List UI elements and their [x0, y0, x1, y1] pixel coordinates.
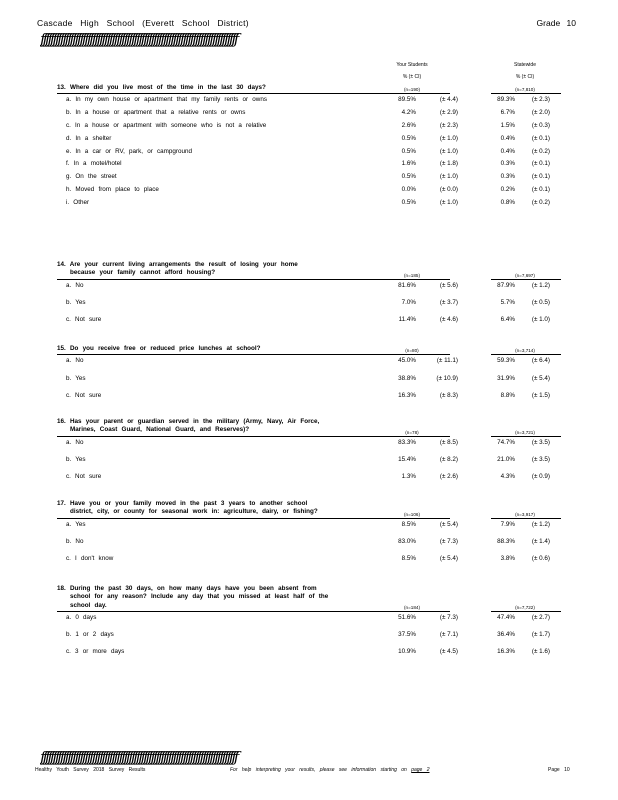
answer-label: a. In my own house or apartment that my family rents or owns: [66, 96, 267, 104]
sample-size-statewide: (n=3,721): [515, 429, 535, 435]
your-students-percent: 11.4%: [398, 316, 416, 323]
your-students-ci: (± 1.0): [439, 134, 458, 142]
answer-label: h. Moved from place to place: [66, 185, 159, 193]
question-underline: [57, 354, 385, 355]
your-students-ci: (± 11.1): [436, 357, 458, 365]
question-text-line: 15. Do you receive free or reduced price lunches at school?: [57, 345, 261, 352]
question-underline: [57, 93, 385, 94]
answer-label: c. Not sure: [66, 316, 102, 323]
answer-row: [0, 555, 618, 567]
answer-label: e. In a car or RV, park, or campground: [66, 147, 192, 155]
statewide-ci: (± 2.7): [531, 613, 550, 621]
statewide-ci: (± 1.2): [531, 281, 550, 289]
answer-row: [0, 199, 618, 211]
question-text-line: 14. Are your current living arrangements the result of losing your home: [57, 261, 298, 268]
answer-row: [0, 375, 618, 387]
statewide-ci: (± 2.0): [531, 109, 550, 117]
answer-label: b. Yes: [66, 298, 86, 306]
statewide-percent: 6.7%: [500, 109, 515, 117]
column-underline: [491, 279, 561, 280]
statewide-ci: (± 1.7): [531, 631, 550, 639]
column-underline: [378, 611, 450, 612]
answer-label: c. I don't know: [66, 555, 114, 562]
statewide-ci: (± 0.1): [531, 134, 550, 142]
question-underline: [57, 436, 385, 437]
answer-row: [0, 282, 618, 294]
statewide-ci: (± 1.6): [531, 648, 550, 656]
question-text: [57, 345, 260, 353]
statewide-ci: (± 0.1): [531, 185, 550, 193]
answer-label: a. No: [66, 357, 84, 365]
answer-label: g. On the street: [66, 173, 117, 181]
answer-label: b. In a house or apartment that a relative rents or owns: [66, 109, 246, 117]
statewide-ci: (± 0.2): [531, 198, 550, 206]
your-students-ci: (± 1.0): [439, 198, 458, 206]
question-text: [57, 500, 318, 517]
sample-size-statewide: (n=7,810): [515, 87, 535, 93]
sample-size-your-students: (n=80): [405, 348, 419, 354]
answer-row: [0, 148, 618, 160]
your-students-ci: (± 1.8): [439, 160, 458, 168]
answer-row: [0, 96, 618, 108]
answer-label: a. Yes: [66, 520, 86, 528]
your-students-percent: 8.5%: [401, 555, 416, 562]
statewide-percent: 0.3%: [500, 173, 515, 181]
statewide-ci: (± 2.3): [531, 96, 550, 104]
statewide-percent: 31.9%: [497, 374, 515, 382]
statewide-ci: (± 0.9): [531, 473, 550, 480]
your-students-ci: (± 1.0): [439, 173, 458, 181]
statewide-ci: (± 3.5): [531, 455, 550, 463]
your-students-percent: 15.4%: [398, 455, 416, 463]
question-underline: [57, 611, 385, 612]
your-students-ci: (± 1.0): [439, 147, 458, 155]
answer-row: [0, 473, 618, 485]
statewide-percent: 0.4%: [500, 147, 515, 155]
statewide-percent: 87.9%: [497, 281, 515, 289]
statewide-percent: 89.3%: [497, 96, 515, 104]
your-students-ci: (± 7.1): [439, 631, 458, 639]
question-text-line: because your family cannot afford housing?: [70, 269, 216, 277]
statewide-ci: (± 0.6): [531, 555, 550, 562]
answer-row: [0, 538, 618, 550]
statewide-ci: (± 1.2): [531, 520, 550, 528]
question-text: [57, 585, 328, 610]
statewide-percent: 36.4%: [497, 631, 515, 639]
statewide-percent: 21.0%: [497, 455, 515, 463]
answer-row: [0, 456, 618, 468]
sample-size-your-students: (n=190): [404, 87, 420, 93]
sample-size-your-students: (n=106): [404, 511, 420, 517]
your-students-percent: 4.2%: [401, 109, 416, 117]
statewide-percent: 0.2%: [500, 185, 515, 193]
statewide-ci: (± 6.4): [531, 357, 550, 365]
your-students-ci: (± 5.6): [439, 281, 458, 289]
statewide-percent: 8.8%: [500, 391, 515, 399]
column-underline: [491, 611, 561, 612]
your-students-percent: 83.3%: [398, 438, 416, 446]
statewide-percent: 59.3%: [497, 357, 515, 365]
column-underline: [491, 354, 561, 355]
your-students-percent: 1.3%: [401, 473, 416, 480]
sample-size-statewide: (n=7,697): [515, 272, 535, 278]
column-header-statewide: [495, 62, 555, 80]
statewide-percent: 5.7%: [500, 298, 515, 306]
footer-help-label: For help interpreting your results, please see information starting on: [230, 767, 407, 773]
sample-size-your-students: (n=185): [404, 272, 420, 278]
answer-row: [0, 631, 618, 643]
sample-size-statewide: (n=3,714): [515, 348, 535, 354]
statewide-ci: (± 0.1): [531, 160, 550, 168]
your-students-ci: (± 8.5): [439, 438, 458, 446]
your-students-percent: 0.5%: [401, 134, 416, 142]
sample-size-statewide: (n=3,917): [515, 511, 535, 517]
column-title: Your Students: [396, 62, 428, 68]
your-students-percent: 10.9%: [398, 648, 416, 656]
answer-row: [0, 316, 618, 328]
column-subtitle: % (± CI): [402, 74, 422, 80]
your-students-percent: 45.0%: [398, 357, 416, 365]
question-text: [57, 84, 266, 92]
answer-label: c. Not sure: [66, 473, 102, 480]
answer-row: [0, 186, 618, 198]
column-header-your-students: [382, 62, 442, 80]
your-students-ci: (± 3.7): [439, 298, 458, 306]
your-students-ci: (± 7.3): [439, 613, 458, 621]
footer-page-link[interactable]: page 2: [411, 767, 430, 773]
your-students-percent: 0.5%: [401, 147, 416, 155]
your-students-ci: (± 8.3): [439, 391, 458, 399]
answer-label: a. No: [66, 281, 84, 289]
your-students-ci: (± 4.5): [439, 648, 458, 656]
answer-label: f. In a motel/hotel: [66, 160, 122, 168]
your-students-percent: 0.5%: [401, 198, 416, 206]
answer-row: [0, 614, 618, 626]
your-students-ci: (± 2.6): [439, 473, 458, 480]
question-text-line: district, city, or county for seasonal work in: agriculture, dairy, or fishing?: [70, 508, 318, 516]
statewide-ci: (± 0.1): [531, 173, 550, 181]
answer-row: [0, 160, 618, 172]
your-students-ci: (± 4.4): [439, 96, 458, 104]
your-students-ci: (± 2.9): [439, 109, 458, 117]
column-underline: [378, 354, 450, 355]
answer-label: c. In a house or apartment with someone who is not a relative: [66, 121, 267, 129]
answer-row: [0, 648, 618, 660]
statewide-percent: 0.4%: [500, 134, 515, 142]
answer-label: i. Other: [66, 198, 90, 206]
answer-row: [0, 109, 618, 121]
statewide-ci: (± 1.5): [531, 391, 550, 399]
column-subtitle: % (± CI): [515, 74, 535, 80]
statewide-ci: (± 0.5): [531, 298, 550, 306]
your-students-percent: 83.0%: [398, 537, 416, 545]
statewide-percent: 16.3%: [497, 648, 515, 656]
decorative-divider-bottom: ƒƒƒƒƒƒƒƒƒƒƒƒƒƒƒƒƒƒƒƒƒƒƒƒƒƒƒƒƒƒƒƒƒƒƒƒƒƒƒƒƒƒƒƒƒƒƒƒƒƒƒƒƒƒƒƒƒƒƒƒƒƒƒƒƒƒƒƒƒƒƒƒƒƒƒƒƒƒƒƒ: [40, 748, 237, 766]
your-students-percent: 16.3%: [398, 391, 416, 399]
statewide-percent: 7.9%: [500, 520, 515, 528]
statewide-ci: (± 0.2): [531, 147, 550, 155]
answer-row: [0, 439, 618, 451]
decorative-divider-top: ƒƒƒƒƒƒƒƒƒƒƒƒƒƒƒƒƒƒƒƒƒƒƒƒƒƒƒƒƒƒƒƒƒƒƒƒƒƒƒƒƒƒƒƒƒƒƒƒƒƒƒƒƒƒƒƒƒƒƒƒƒƒƒƒƒƒƒƒƒƒƒƒƒƒƒƒƒƒƒƒ: [40, 30, 237, 48]
answer-row: [0, 173, 618, 185]
question-text-line: 17. Have you or your family moved in the past 3 years to another school: [57, 500, 308, 507]
sample-size-your-students: (n=184): [404, 604, 420, 610]
question-text-line: school for any reason? Include any day that you missed at least half of the: [70, 593, 329, 601]
statewide-ci: (± 3.5): [531, 438, 550, 446]
column-underline: [491, 518, 561, 519]
your-students-percent: 1.6%: [401, 160, 416, 168]
column-title: Statewide: [514, 62, 536, 68]
your-students-ci: (± 8.2): [439, 455, 458, 463]
question-text-line: 18. During the past 30 days, on how many days have you been absent from: [57, 585, 317, 592]
answer-row: [0, 392, 618, 404]
your-students-ci: (± 5.4): [439, 555, 458, 562]
column-underline: [378, 93, 450, 94]
statewide-ci: (± 1.4): [531, 537, 550, 545]
column-underline: [378, 436, 450, 437]
your-students-percent: 81.6%: [398, 281, 416, 289]
answer-label: c. Not sure: [66, 391, 102, 399]
your-students-percent: 0.0%: [401, 185, 416, 193]
column-underline: [491, 93, 561, 94]
statewide-percent: 0.3%: [500, 160, 515, 168]
question-text-line: school day.: [70, 601, 107, 609]
your-students-percent: 38.8%: [398, 374, 416, 382]
column-underline: [378, 279, 450, 280]
your-students-ci: (± 4.6): [439, 316, 458, 323]
your-students-percent: 7.0%: [401, 298, 416, 306]
answer-row: [0, 122, 618, 134]
column-underline: [378, 518, 450, 519]
question-text-line: Marines, Coast Guard, National Guard, and Reserves)?: [70, 426, 250, 434]
your-students-ci: (± 2.3): [439, 121, 458, 129]
your-students-percent: 37.5%: [398, 631, 416, 639]
your-students-percent: 8.5%: [401, 520, 416, 528]
your-students-ci: (± 10.9): [436, 374, 458, 382]
statewide-ci: (± 1.0): [531, 316, 550, 323]
statewide-percent: 1.5%: [500, 121, 515, 129]
your-students-ci: (± 0.0): [439, 185, 458, 193]
answer-label: b. Yes: [66, 455, 86, 463]
answer-row: [0, 521, 618, 533]
sample-size-your-students: (n=78): [405, 429, 419, 435]
school-title: Cascade High School (Everett School District): [37, 18, 249, 28]
question-text: [57, 261, 298, 278]
your-students-percent: 51.6%: [398, 613, 416, 621]
column-underline: [491, 436, 561, 437]
answer-label: b. Yes: [66, 374, 86, 382]
statewide-percent: 47.4%: [497, 613, 515, 621]
question-underline: [57, 518, 385, 519]
answer-row: [0, 357, 618, 369]
answer-label: b. No: [66, 537, 84, 545]
statewide-percent: 3.8%: [500, 555, 515, 562]
your-students-ci: (± 7.3): [439, 537, 458, 545]
answer-label: b. 1 or 2 days: [66, 631, 114, 639]
statewide-percent: 6.4%: [500, 316, 515, 323]
statewide-ci: (± 5.4): [531, 374, 550, 382]
statewide-percent: 88.3%: [497, 537, 515, 545]
statewide-percent: 4.3%: [500, 473, 515, 480]
answer-label: c. 3 or more days: [66, 648, 125, 656]
question-text: [57, 418, 319, 435]
your-students-ci: (± 5.4): [439, 520, 458, 528]
grade-label: Grade 10: [536, 18, 576, 28]
statewide-ci: (± 0.3): [531, 121, 550, 129]
answer-label: d. In a shelter: [66, 134, 112, 142]
your-students-percent: 89.5%: [398, 96, 416, 104]
question-text-line: 13. Where did you live most of the time in the last 30 days?: [57, 84, 266, 91]
question-text-line: 16. Has your parent or guardian served in the military (Army, Navy, Air Force,: [57, 418, 320, 425]
answer-row: [0, 135, 618, 147]
answer-label: a. 0 days: [66, 613, 97, 621]
answer-row: [0, 299, 618, 311]
question-underline: [57, 279, 385, 280]
statewide-percent: 0.8%: [500, 198, 515, 206]
your-students-percent: 2.6%: [401, 121, 416, 129]
answer-label: a. No: [66, 438, 84, 446]
footer-help-text: [230, 767, 430, 773]
footer-page-number: Page 10: [548, 767, 570, 773]
statewide-percent: 74.7%: [497, 438, 515, 446]
sample-size-statewide: (n=7,722): [515, 604, 535, 610]
footer-survey-name: Healthy Youth Survey 2018 Survey Results: [35, 767, 146, 773]
your-students-percent: 0.5%: [401, 173, 416, 181]
